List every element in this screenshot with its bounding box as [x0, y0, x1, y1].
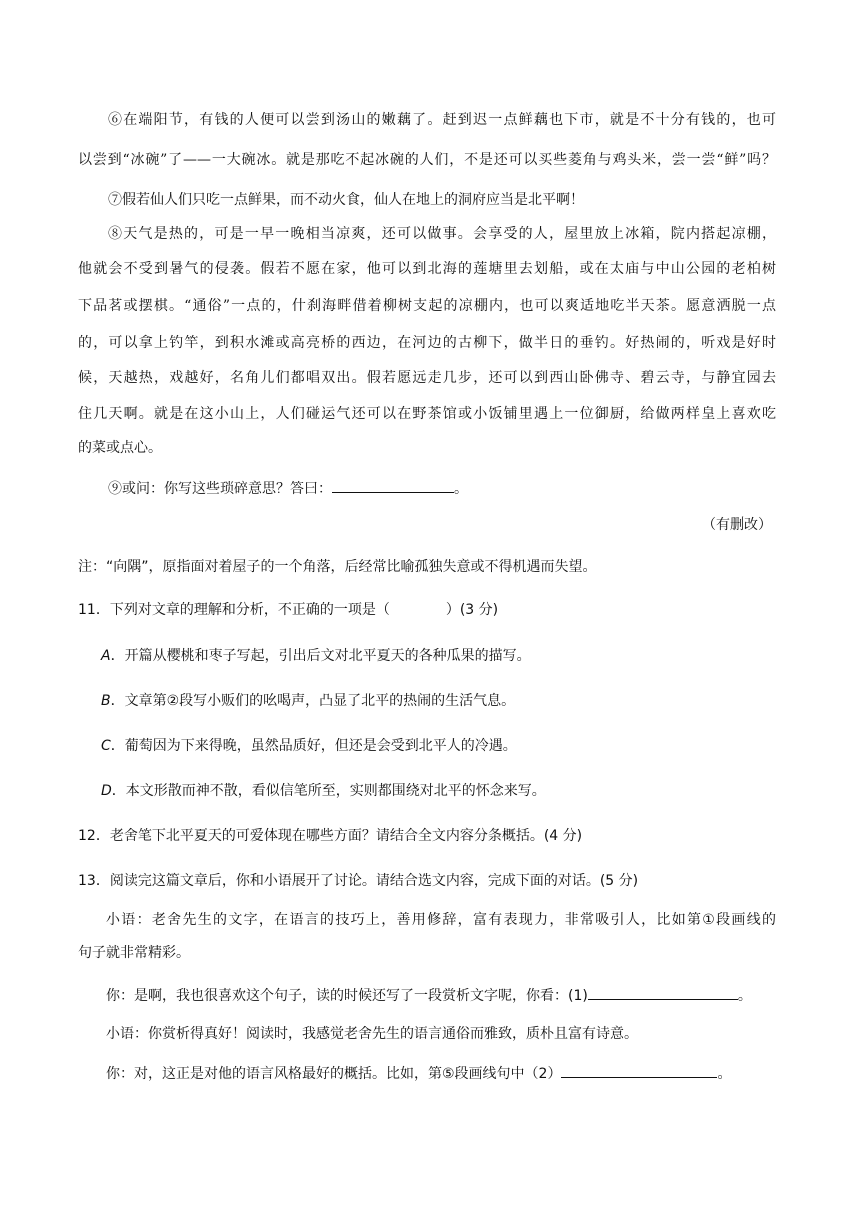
passage-p8-line5: 候，天越热，戏越好，名角儿们都唱双出。假若愿远走几步，还可以到西山卧佛寺、碧云寺，与静宜园去	[78, 370, 776, 386]
passage-p8-line6: 住几天啊。就是在这小山上，人们碰运气还可以在野茶馆或小饭铺里遇上一位御厨，给做两样皇上喜欢吃	[78, 406, 776, 422]
question-11-text: ．下列对文章的理解和分析，不正确的一项是（ ）(3 分)	[95, 602, 499, 618]
question-11-stem	[78, 600, 498, 620]
question-12-text: ．老舍笔下北平夏天的可爱体现在哪些方面？请结合全文内容分条概括。(4 分)	[95, 828, 583, 844]
dialogue-4	[106, 1063, 731, 1084]
passage-p8-line4: 的，可以拿上钓竿，到积水滩或高亮桥的西边，在河边的古柳下，做半日的垂钓。好热闹的，听戏是好时	[78, 335, 776, 351]
question-12-number: 12	[78, 828, 96, 844]
option-a[interactable]	[101, 646, 531, 666]
option-a-text: ．开篇从樱桃和枣子写起，引出后文对北平夏天的各种瓜果的描写。	[110, 648, 531, 664]
answer-blank-2[interactable]	[561, 1063, 717, 1078]
dialogue-4-suffix: 。	[717, 1066, 732, 1082]
option-d-text: ．本文形散而神不散，看似信笔所至，实则都围绕对北平的怀念来写。	[111, 783, 546, 799]
option-b[interactable]	[101, 691, 515, 711]
passage-p6-line2: 以尝到“冰碗”了——一大碗冰。就是那吃不起冰碗的人们，不是还可以买些菱角与鸡头米，尝一尝“鲜”吗？	[78, 152, 776, 168]
passage-p9	[108, 478, 468, 499]
question-13-number: 13	[78, 873, 96, 889]
question-11-number: 11	[78, 602, 96, 618]
answer-blank[interactable]	[332, 478, 454, 493]
passage-p8-line1: ⑧天气是热的，可是一早一晚相当凉爽，还可以做事。会享受的人，屋里放上冰箱，院内搭起凉棚，	[108, 226, 776, 242]
passage-p8-line2: 他就会不受到暑气的侵袭。假若不愿在家，他可以到北海的莲塘里去划船，或在太庙与中山公园的老柏树	[78, 261, 776, 277]
option-b-letter: B	[101, 693, 111, 709]
option-d[interactable]	[101, 781, 546, 801]
dialogue-2-prefix: 你：是啊，我也很喜欢这个句子，读的时候还写了一段赏析文字呢，你看：(1)	[106, 988, 588, 1004]
passage-p6-line1: ⑥在端阳节，有钱的人便可以尝到汤山的嫩藕了。赶到迟一点鲜藕也下市，就是不十分有钱的，也可	[108, 112, 776, 128]
option-c-text: ．葡萄因为下来得晚，虽然品质好，但还是会受到北平人的冷遇。	[110, 738, 517, 754]
option-a-letter: A	[101, 648, 111, 664]
passage-p8-line3: 下品茗或摆棋。“通俗”一点的，什刹海畔借着柳树支起的凉棚内，也可以爽适地吃半天茶。愿意洒脱一点	[78, 298, 776, 314]
question-13-text: ．阅读完这篇文章后，你和小语展开了讨论。请结合选文内容，完成下面的对话。(5 分)	[95, 873, 639, 889]
passage-p8-line7: 的菜或点心。	[78, 440, 162, 456]
passage-p7-line1: ⑦假若仙人们只吃一点鲜果，而不动火食，仙人在地上的洞府应当是北平啊！	[108, 192, 584, 208]
option-c[interactable]	[101, 736, 517, 756]
option-c-letter: C	[101, 738, 111, 754]
answer-blank-1[interactable]	[588, 985, 738, 1000]
dialogue-1-line1: 小语：老舍先生的文字，在语言的技巧上，善用修辞，富有表现力，非常吸引人，比如第①段画线的	[106, 912, 776, 928]
option-b-text: ．文章第②段写小贩们的吆喝声，凸显了北平的热闹的生活气息。	[110, 693, 516, 709]
option-d-letter: D	[101, 783, 112, 799]
passage-p9-prefix: ⑨或问：你写这些琐碎意思？答曰：	[108, 481, 332, 497]
dialogue-3: 小语：你赏析得真好！阅读时，我感觉老舍先生的语言通俗而雅致，质朴且富有诗意。	[106, 1026, 638, 1042]
dialogue-1-line2: 句子就非常精彩。	[78, 945, 190, 961]
footnote: 注：“向隅”，原指面对着屋子的一个角落，后经常比喻孤独失意或不得机遇而失望。	[78, 559, 597, 575]
dialogue-2-suffix: 。	[737, 988, 752, 1004]
dialogue-4-prefix: 你：对，这正是对他的语言风格最好的概括。比如，第⑤段画线句中（2）	[106, 1066, 562, 1082]
question-13-stem	[78, 871, 638, 891]
question-12-stem	[78, 826, 582, 846]
source-note: （有删改）	[702, 517, 772, 533]
dialogue-2	[106, 985, 752, 1006]
passage-p9-suffix: 。	[454, 481, 468, 497]
